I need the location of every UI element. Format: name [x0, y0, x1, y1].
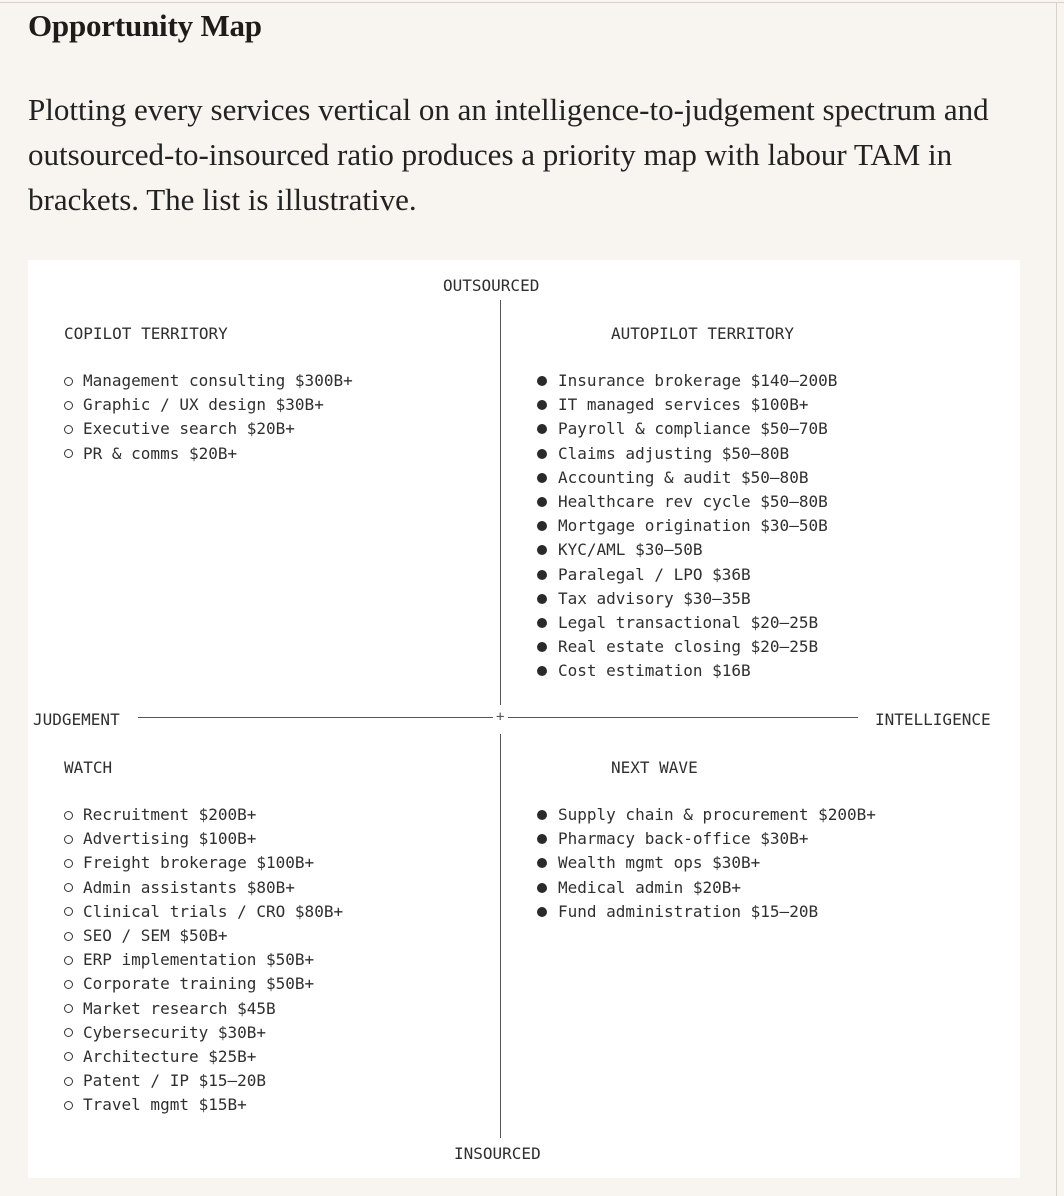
intro-paragraph: Plotting every services vertical on an intelligence-to-judgement spectrum and outsourced-to-insourced ratio produces a priority map with labour TAM in brackets. The list is illustrative. [28, 92, 989, 217]
list-item [63, 851, 343, 875]
axis-label-outsourced: OUTSOURCED [443, 276, 540, 295]
list-item [537, 442, 837, 466]
quadrant-title-autopilot: AUTOPILOT TERRITORY [611, 324, 795, 343]
open-circle-icon [64, 401, 73, 410]
list-item [537, 587, 837, 611]
quadrant-title-copilot: COPILOT TERRITORY [64, 324, 228, 343]
list-item [537, 393, 837, 417]
list-item [537, 635, 837, 659]
list-item [537, 876, 876, 900]
list-item [537, 538, 837, 562]
list-item-label: Advertising $100B+ [83, 829, 257, 849]
list-item [63, 369, 353, 393]
open-circle-icon [64, 377, 73, 386]
filled-circle-icon [537, 834, 547, 844]
vertical-axis-top [500, 300, 501, 705]
opportunity-map-diagram [28, 260, 1020, 1178]
list-item [537, 803, 876, 827]
list-item-label: Fund administration $15–20B [558, 901, 819, 921]
list-item [537, 851, 876, 875]
list-item-label: Patent / IP $15–20B [83, 1071, 267, 1091]
list-item [63, 393, 353, 417]
list-item-label: Architecture $25B+ [83, 1046, 257, 1066]
open-circle-icon [64, 1028, 73, 1037]
filled-circle-icon [537, 594, 547, 604]
open-circle-icon [64, 449, 73, 458]
list-item [63, 1069, 343, 1093]
filled-circle-icon [537, 521, 547, 531]
filled-circle-icon [537, 883, 547, 893]
axis-origin-marker: + [496, 709, 505, 725]
list-item [63, 876, 343, 900]
list-item-label: Corporate training $50B+ [83, 974, 315, 994]
watch-list [63, 803, 343, 1117]
list-item [63, 900, 343, 924]
list-item-label: Claims adjusting $50–80B [558, 443, 790, 463]
next-wave-list [537, 803, 876, 924]
list-item-label: PR & comms $20B+ [83, 443, 238, 463]
filled-circle-icon [537, 570, 547, 580]
list-item [537, 369, 837, 393]
list-item [537, 611, 837, 635]
autopilot-list [537, 369, 837, 683]
list-item [63, 417, 353, 441]
open-circle-icon [64, 932, 73, 941]
list-item [63, 1093, 343, 1117]
horizontal-axis-right [508, 717, 858, 718]
list-item [537, 659, 837, 683]
list-item-label: Healthcare rev cycle $50–80B [558, 491, 828, 511]
vertical-axis-bottom [500, 734, 501, 1138]
list-item [63, 997, 343, 1021]
list-item-label: Graphic / UX design $30B+ [83, 395, 324, 415]
filled-circle-icon [537, 907, 547, 917]
list-item-label: Paralegal / LPO $36B [558, 564, 751, 584]
list-item-label: Clinical trials / CRO $80B+ [83, 901, 344, 921]
open-circle-icon [64, 811, 73, 820]
filled-circle-icon [537, 618, 547, 628]
list-item-label: Wealth mgmt ops $30B+ [558, 853, 761, 873]
filled-circle-icon [537, 642, 547, 652]
list-item-label: Medical admin $20B+ [558, 877, 742, 897]
list-item [63, 924, 343, 948]
axis-label-judgement: JUDGEMENT [33, 710, 120, 729]
list-item-label: Mortgage origination $30–50B [558, 516, 828, 536]
list-item-label: Executive search $20B+ [83, 419, 295, 439]
top-border [0, 2, 1064, 3]
filled-circle-icon [537, 424, 547, 434]
list-item-label: Freight brokerage $100B+ [83, 853, 315, 873]
open-circle-icon [64, 1052, 73, 1061]
open-circle-icon [64, 835, 73, 844]
list-item-label: Market research $45B [83, 998, 276, 1018]
quadrant-title-watch: WATCH [64, 758, 113, 777]
right-border [1056, 2, 1057, 1196]
list-item [537, 827, 876, 851]
open-circle-icon [64, 1101, 73, 1110]
list-item [537, 900, 876, 924]
filled-circle-icon [537, 666, 547, 676]
list-item [63, 972, 343, 996]
open-circle-icon [64, 425, 73, 434]
open-circle-icon [64, 980, 73, 989]
filled-circle-icon [537, 810, 547, 820]
list-item [63, 948, 343, 972]
list-item-label: SEO / SEM $50B+ [83, 925, 228, 945]
list-item [537, 563, 837, 587]
list-item-label: Management consulting $300B+ [83, 371, 353, 390]
list-item-label: Tax advisory $30–35B [558, 588, 751, 608]
open-circle-icon [64, 883, 73, 892]
list-item-label: Real estate closing $20–25B [558, 637, 819, 657]
horizontal-axis-left [138, 717, 493, 718]
list-item [63, 827, 343, 851]
filled-circle-icon [537, 545, 547, 555]
quadrant-title-next-wave: NEXT WAVE [611, 758, 698, 777]
list-item [63, 1045, 343, 1069]
list-item-label: ERP implementation $50B+ [83, 950, 315, 970]
list-item-label: Cost estimation $16B [558, 661, 751, 681]
filled-circle-icon [537, 376, 547, 386]
list-item-label: Recruitment $200B+ [83, 805, 257, 824]
filled-circle-icon [537, 473, 547, 483]
list-item [537, 466, 837, 490]
section-title: Opportunity Map [28, 8, 262, 43]
filled-circle-icon [537, 400, 547, 410]
list-item-label: Insurance brokerage $140–200B [558, 371, 838, 390]
open-circle-icon [64, 907, 73, 916]
filled-circle-icon [537, 497, 547, 507]
open-circle-icon [64, 956, 73, 965]
list-item-label: Payroll & compliance $50–70B [558, 419, 828, 439]
list-item-label: Legal transactional $20–25B [558, 612, 819, 632]
list-item [537, 490, 837, 514]
open-circle-icon [64, 1077, 73, 1086]
axis-label-intelligence: INTELLIGENCE [875, 710, 991, 729]
list-item [537, 417, 837, 441]
list-item [63, 442, 353, 466]
axis-label-insourced: INSOURCED [454, 1144, 541, 1163]
list-item-label: Admin assistants $80B+ [83, 877, 295, 897]
list-item-label: Supply chain & procurement $200B+ [558, 805, 876, 824]
open-circle-icon [64, 859, 73, 868]
open-circle-icon [64, 1004, 73, 1013]
list-item-label: Cybersecurity $30B+ [83, 1022, 267, 1042]
list-item [63, 803, 343, 827]
list-item [537, 514, 837, 538]
list-item-label: IT managed services $100B+ [558, 395, 809, 415]
list-item-label: KYC/AML $30–50B [558, 540, 703, 560]
filled-circle-icon [537, 449, 547, 459]
copilot-list [63, 369, 353, 466]
list-item-label: Accounting & audit $50–80B [558, 467, 809, 487]
list-item-label: Pharmacy back-office $30B+ [558, 829, 809, 849]
list-item-label: Travel mgmt $15B+ [83, 1095, 247, 1115]
filled-circle-icon [537, 858, 547, 868]
list-item [63, 1021, 343, 1045]
